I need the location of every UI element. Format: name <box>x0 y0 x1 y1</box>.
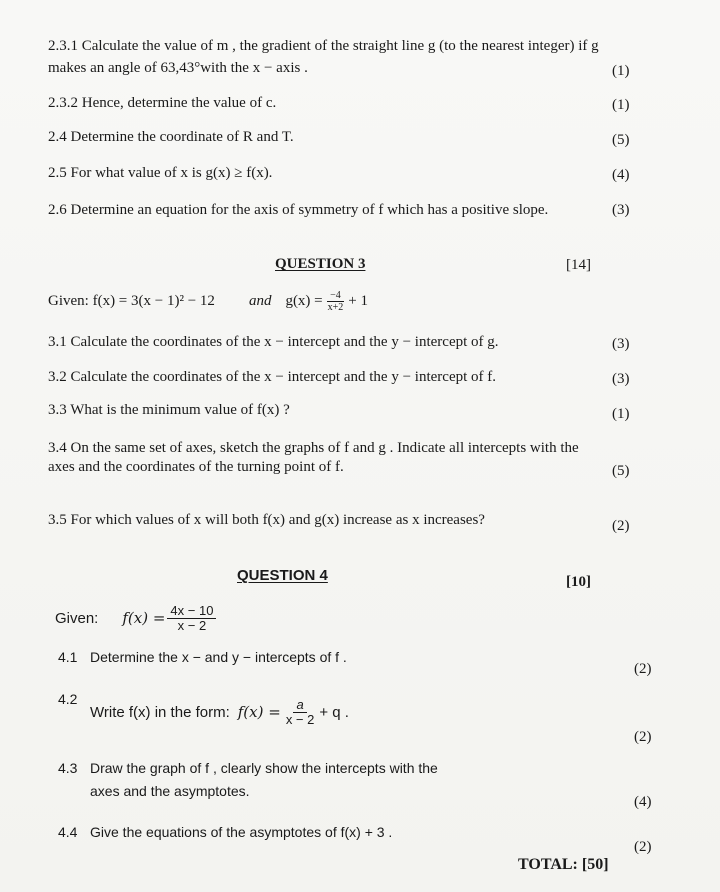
q2-6-text: 2.6 Determine an equation for the axis of symmetry of f which has a positive slope. <box>48 202 549 218</box>
q4-1-marks: (2) <box>634 661 652 677</box>
q4-given-label: Given: <box>55 609 99 627</box>
question-3-total: [14] <box>566 257 591 273</box>
q4-4-marks: (2) <box>634 839 652 855</box>
q3-4-marks: (5) <box>612 463 630 479</box>
q4-3-line2: axes and the asymptotes. <box>90 783 250 799</box>
q3-3-marks: (1) <box>612 406 630 422</box>
q2-3-1-line1: 2.3.1 Calculate the value of m , the gradient of the straight line g (to the nearest integer) if g <box>48 38 599 54</box>
given-g-fraction <box>325 290 347 313</box>
question-3-heading: QUESTION 3 <box>275 256 366 272</box>
q4-3-marks: (4) <box>634 794 652 810</box>
q4-1-number: 4.1 <box>58 649 78 665</box>
q4-2-line <box>90 692 349 732</box>
q4-4-number: 4.4 <box>58 824 78 840</box>
given-f-expression: Given: f(x) = 3(x − 1)² − 12 <box>48 292 215 309</box>
q4-2-form-f: f(x) = <box>237 703 281 721</box>
q4-given-fraction <box>167 604 216 633</box>
q2-5-text: 2.5 For what value of x is g(x) ≥ f(x). <box>48 165 273 181</box>
q4-given-numerator: 4x − 10 <box>167 604 216 619</box>
q4-given-f: f(x) = <box>122 609 166 627</box>
q2-4-text: 2.4 Determine the coordinate of R and T. <box>48 129 294 145</box>
given-and-word: and <box>248 292 272 309</box>
q4-2-text: Write f(x) in the form: <box>90 703 230 721</box>
question-4-given <box>55 596 218 640</box>
q4-2-suffix: + q . <box>319 703 349 721</box>
given-g-prefix: g(x) = <box>285 292 323 309</box>
q3-2-marks: (3) <box>612 371 630 387</box>
q2-3-2-marks: (1) <box>612 97 630 113</box>
question-4-total: [10] <box>566 574 591 590</box>
q4-1-text: Determine the x − and y − intercepts of f . <box>90 649 347 665</box>
given-g-denominator: x+2 <box>327 301 344 313</box>
given-g-numerator: −4 <box>327 290 344 302</box>
q3-2-text: 3.2 Calculate the coordinates of the x − intercept and the y − intercept of f. <box>48 369 497 385</box>
q4-3-line1: Draw the graph of f , clearly show the intercepts with the <box>90 760 438 776</box>
q4-4-text: Give the equations of the asymptotes of f(x) + 3 . <box>90 824 393 840</box>
q4-2-fraction <box>283 698 318 727</box>
q2-4-marks: (5) <box>612 132 630 148</box>
q4-2-denominator: x − 2 <box>285 711 315 727</box>
q4-2-number: 4.2 <box>58 691 78 707</box>
q3-5-text: 3.5 For which values of x will both f(x) and g(x) increase as x increases? <box>48 512 485 528</box>
q2-5-marks: (4) <box>612 167 630 183</box>
total-marks: TOTAL: [50] <box>518 856 609 873</box>
q4-3-number: 4.3 <box>58 760 78 776</box>
question-4-heading: QUESTION 4 <box>237 567 328 584</box>
q2-3-1-marks: (1) <box>612 63 630 79</box>
q3-4-line1: 3.4 On the same set of axes, sketch the graphs of f and g . Indicate all intercepts with the <box>48 440 579 456</box>
q3-4-line2: axes and the coordinates of the turning point of f. <box>48 459 344 475</box>
q4-2-marks: (2) <box>634 729 652 745</box>
q3-5-marks: (2) <box>612 518 630 534</box>
question-3-given <box>48 286 368 316</box>
q3-1-text: 3.1 Calculate the coordinates of the x − intercept and the y − intercept of g. <box>48 334 499 350</box>
q3-3-text: 3.3 What is the minimum value of f(x) ? <box>48 402 290 418</box>
q4-given-denominator: x − 2 <box>177 617 207 633</box>
q2-3-1-line2: makes an angle of 63,43°with the x − axis . <box>48 60 308 76</box>
q4-2-numerator: a <box>293 698 306 713</box>
q2-3-2-text: 2.3.2 Hence, determine the value of c. <box>48 95 277 111</box>
given-g-suffix: + 1 <box>348 292 368 309</box>
q3-1-marks: (3) <box>612 336 630 352</box>
q2-6-marks: (3) <box>612 202 630 218</box>
